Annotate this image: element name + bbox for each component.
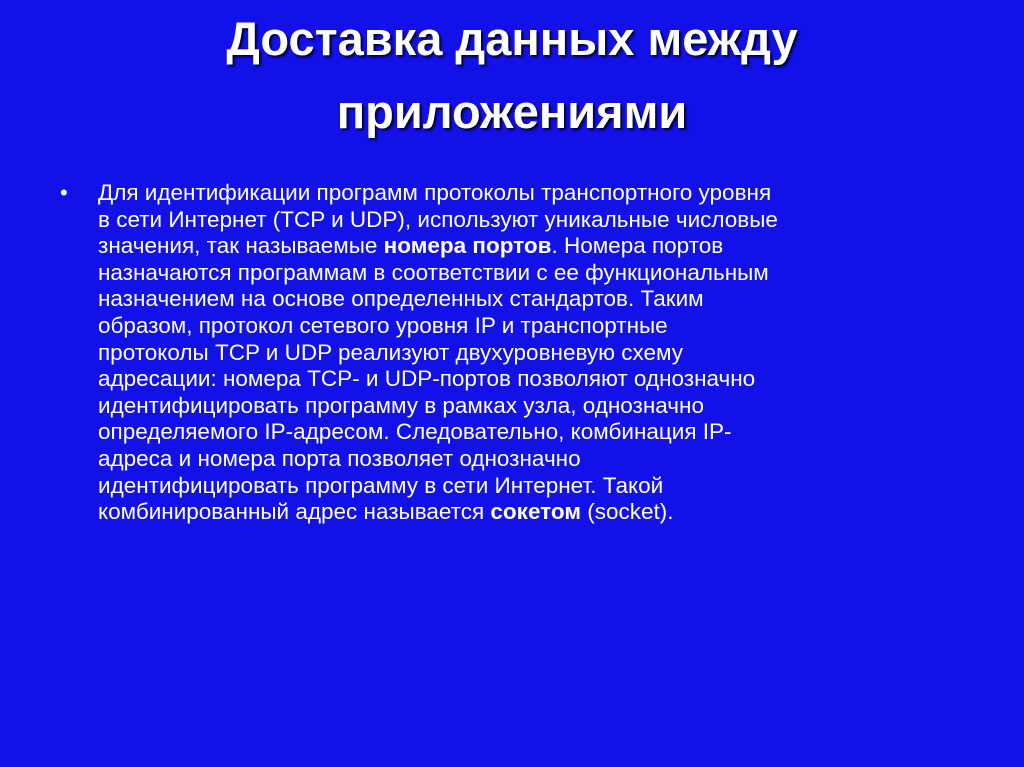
- paragraph-text: (socket).: [580, 499, 674, 525]
- paragraph-line-9: идентифицировать программу в рамках узла, однозначно: [98, 392, 704, 418]
- paragraph-line-13: [98, 499, 940, 526]
- slide-title-line-2: приложениями: [336, 85, 688, 138]
- paragraph-line-3: [98, 233, 940, 260]
- slide-title-line-1: Доставка данных между: [226, 12, 798, 65]
- term-socket: сокетом: [490, 499, 581, 525]
- term-port-numbers: номера портов: [383, 233, 552, 259]
- bullet-paragraph: [98, 180, 940, 526]
- paragraph-line-5: назначением на основе определенных стандартов. Таким: [98, 286, 704, 312]
- paragraph-line-6: образом, протокол сетевого уровня IP и транспортные: [98, 312, 668, 338]
- paragraph-line-1: Для идентификации программ протоколы транспортного уровня: [98, 180, 772, 205]
- bullet-icon: •: [60, 180, 68, 205]
- paragraph-line-7: протоколы TCP и UDP реализуют двухуровневую схему: [98, 339, 684, 365]
- paragraph-line-2: в сети Интернет (TCP и UDP), используют уникальные числовые: [98, 206, 778, 232]
- slide-title: [0, 0, 1024, 148]
- paragraph-line-10: определяемого IP-адресом. Следовательно, комбинация IP-: [98, 419, 732, 445]
- paragraph-text: . Номера портов: [551, 233, 724, 259]
- paragraph-text: значения, так называемые: [98, 233, 384, 259]
- paragraph-text: комбинированный адрес называется: [98, 499, 491, 525]
- paragraph-line-11: адреса и номера порта позволяет однозначно: [98, 445, 581, 471]
- paragraph-line-12: идентифицировать программу в сети Интернет. Такой: [98, 472, 664, 498]
- slide-body: [60, 180, 940, 526]
- bullet-item: [60, 180, 940, 526]
- paragraph-line-4: назначаются программам в соответствии с ее функциональным: [98, 259, 769, 285]
- paragraph-line-8: адресации: номера TCP- и UDP-портов позволяют однозначно: [98, 366, 756, 392]
